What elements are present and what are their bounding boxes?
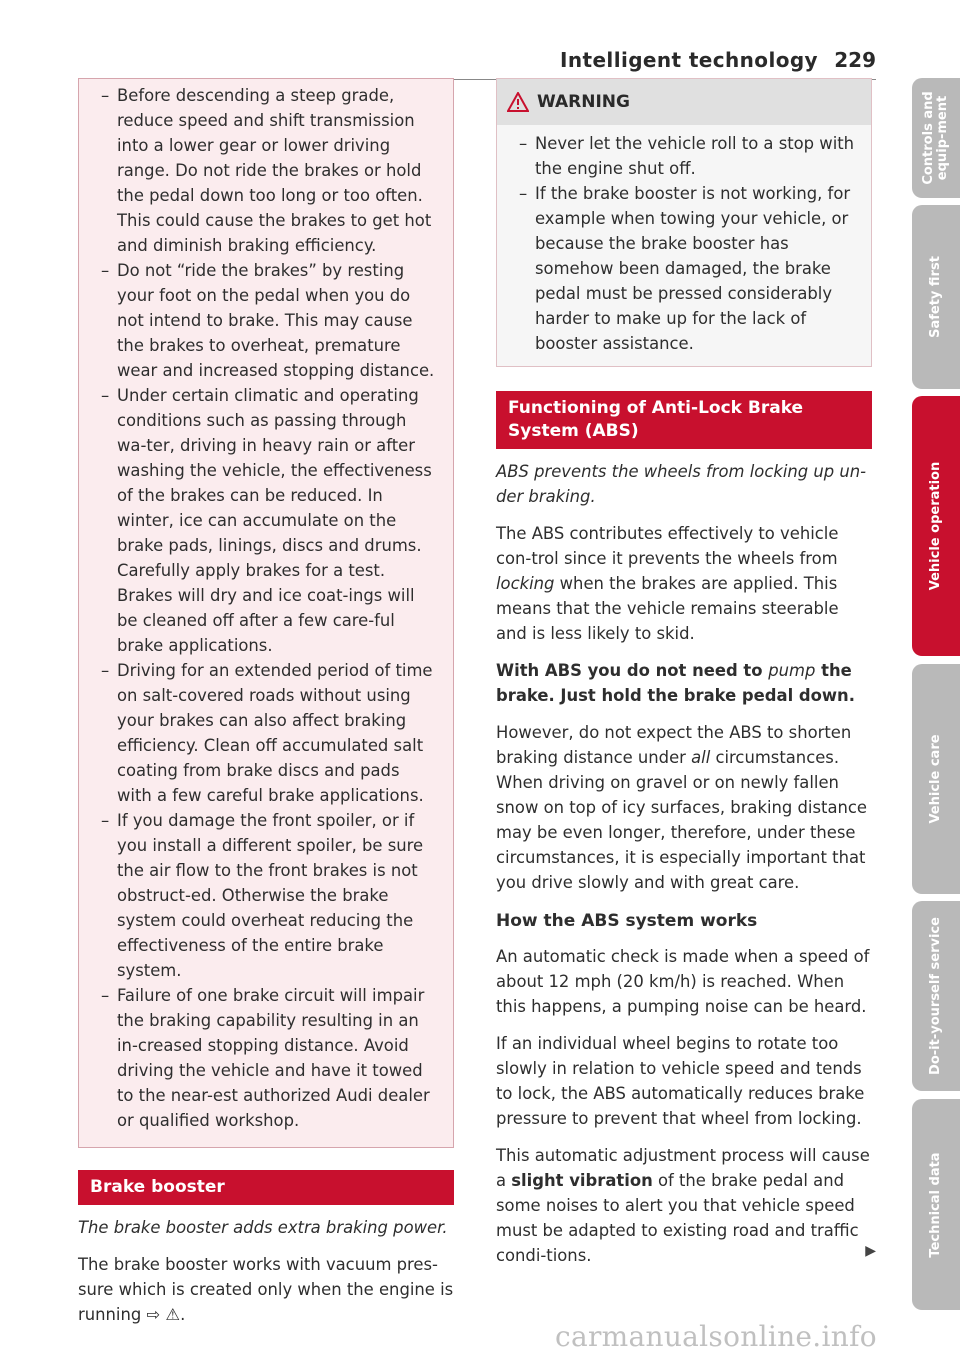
abs-paragraph-5: If an individual wheel begins to rotate too slowly in relation to vehicle speed and tends to lock, the ABS automatically reduces brake pressure to prevent that wheel from locking.	[496, 1034, 865, 1128]
section-title-brake-booster: Brake booster	[78, 1170, 454, 1205]
tab-label: Controls and equip-ment	[921, 91, 950, 185]
section-title-abs: Functioning of Anti-Lock Brake System (ABS)	[496, 391, 872, 449]
abs-paragraph-6: This automatic adjustment process will cause a slight vibration of the brake pedal and some noises to alert you that vehicle speed must be adapted to existing road and traffic condi-tions. ▶	[496, 1146, 876, 1265]
tab-label: Do-it-yourself service	[928, 917, 943, 1075]
right-column	[496, 78, 876, 1268]
list-item: – If you damage the front spoiler, or if you install a different spoiler, be sure the air flow to the front brakes is not obstruct-ed. Otherwise the brake system could overheat reducing the effectiveness of the entire brake system.	[93, 808, 439, 983]
tab-technical-data[interactable]	[912, 1099, 960, 1310]
list-item: – Do not “ride the brakes” by resting your foot on the pedal when you do not intend to brake. This may cause the brakes to overheat, premature wear and increased stopping distance.	[93, 258, 439, 383]
caution-box	[78, 78, 454, 1148]
warning-body	[497, 125, 871, 366]
tab-vehicle-care[interactable]	[912, 664, 960, 894]
left-column	[78, 78, 454, 1327]
list-item: – Before descending a steep grade, reduce speed and shift transmission into a lower gear or lower driving range. Do not ride the brakes or hold the pedal down too long or too often. This could cause the brakes to get hot and diminish braking efficiency.	[93, 83, 439, 258]
section-body: The brake booster works with vacuum pres-sure which is created only when the engine is running ⇨ ⚠.	[78, 1255, 454, 1324]
abs-paragraph-4: An automatic check is made when a speed of about 12 mph (20 km/h) is reached. When this happens, a pumping noise can be heard.	[496, 947, 870, 1016]
abs-paragraph-1: The ABS contributes effectively to vehicle con-trol since it prevents the wheels from locking when the brakes are applied. This means that the vehicle remains steerable and is less likely to skid.	[496, 524, 839, 643]
tab-do-it-yourself[interactable]	[912, 901, 960, 1091]
warning-header	[497, 79, 871, 125]
header-title: Intelligent technology	[560, 48, 818, 72]
tab-label: Vehicle care	[928, 734, 943, 824]
subheading-how-abs-works: How the ABS system works	[496, 911, 758, 931]
abs-paragraph-2: With ABS you do not need to pump the brake. Just hold the brake pedal down.	[496, 661, 855, 705]
watermark: carmanualsonline.info	[555, 1320, 877, 1353]
chapter-tabs	[912, 78, 960, 1310]
tab-label: Technical data	[928, 1151, 943, 1258]
tab-controls[interactable]	[912, 78, 960, 198]
tab-label: Safety first	[928, 256, 943, 338]
tab-label: Vehicle operation	[928, 461, 943, 591]
abs-paragraph-3: However, do not expect the ABS to shorten braking distance under all circumstances. When driving on gravel or on newly fallen snow on top of icy surfaces, braking distance may be even longer, therefore, under these circumstances, it is especially important that you drive slowly and with great care.	[496, 723, 867, 892]
list-item: – Never let the vehicle roll to a stop with the engine shut off.	[511, 131, 857, 181]
section-lead: The brake booster adds extra braking power.	[78, 1218, 448, 1237]
list-item: – Failure of one brake circuit will impair the braking capability resulting in an in-creased stopping distance. Avoid driving the vehicle and have it towed to the near-est authorized Audi dealer or qualified workshop.	[93, 983, 439, 1133]
tab-vehicle-operation[interactable]	[912, 396, 960, 656]
warning-triangle-icon	[507, 92, 529, 112]
list-item: – Driving for an extended period of time on salt-covered roads without using your brakes can also affect braking efficiency. Clean off accumulated salt coating from brake discs and pads with a few careful brake applications.	[93, 658, 439, 808]
page-number: 229	[834, 48, 876, 72]
continue-arrow-icon: ▶	[865, 1243, 876, 1259]
section-lead: ABS prevents the wheels from locking up un-der braking.	[496, 462, 867, 506]
warning-box	[496, 78, 872, 367]
warning-title: WARNING	[537, 91, 630, 112]
list-item: – If the brake booster is not working, for example when towing your vehicle, or because the brake booster has somehow been damaged, the brake pedal must be pressed considerably harder to make up for the lack of booster assistance.	[511, 181, 857, 356]
tab-safety-first[interactable]	[912, 205, 960, 389]
list-item: – Under certain climatic and operating conditions such as passing through wa-ter, driving in heavy rain or after washing the vehicle, the effectiveness of the brakes can be reduced. In winter, ice can accumulate on the brake pads, linings, discs and drums. Carefully apply brakes for a test. Brakes will dry and ice coat-ings will be cleaned off after a few care-ful brake applications.	[93, 383, 439, 658]
